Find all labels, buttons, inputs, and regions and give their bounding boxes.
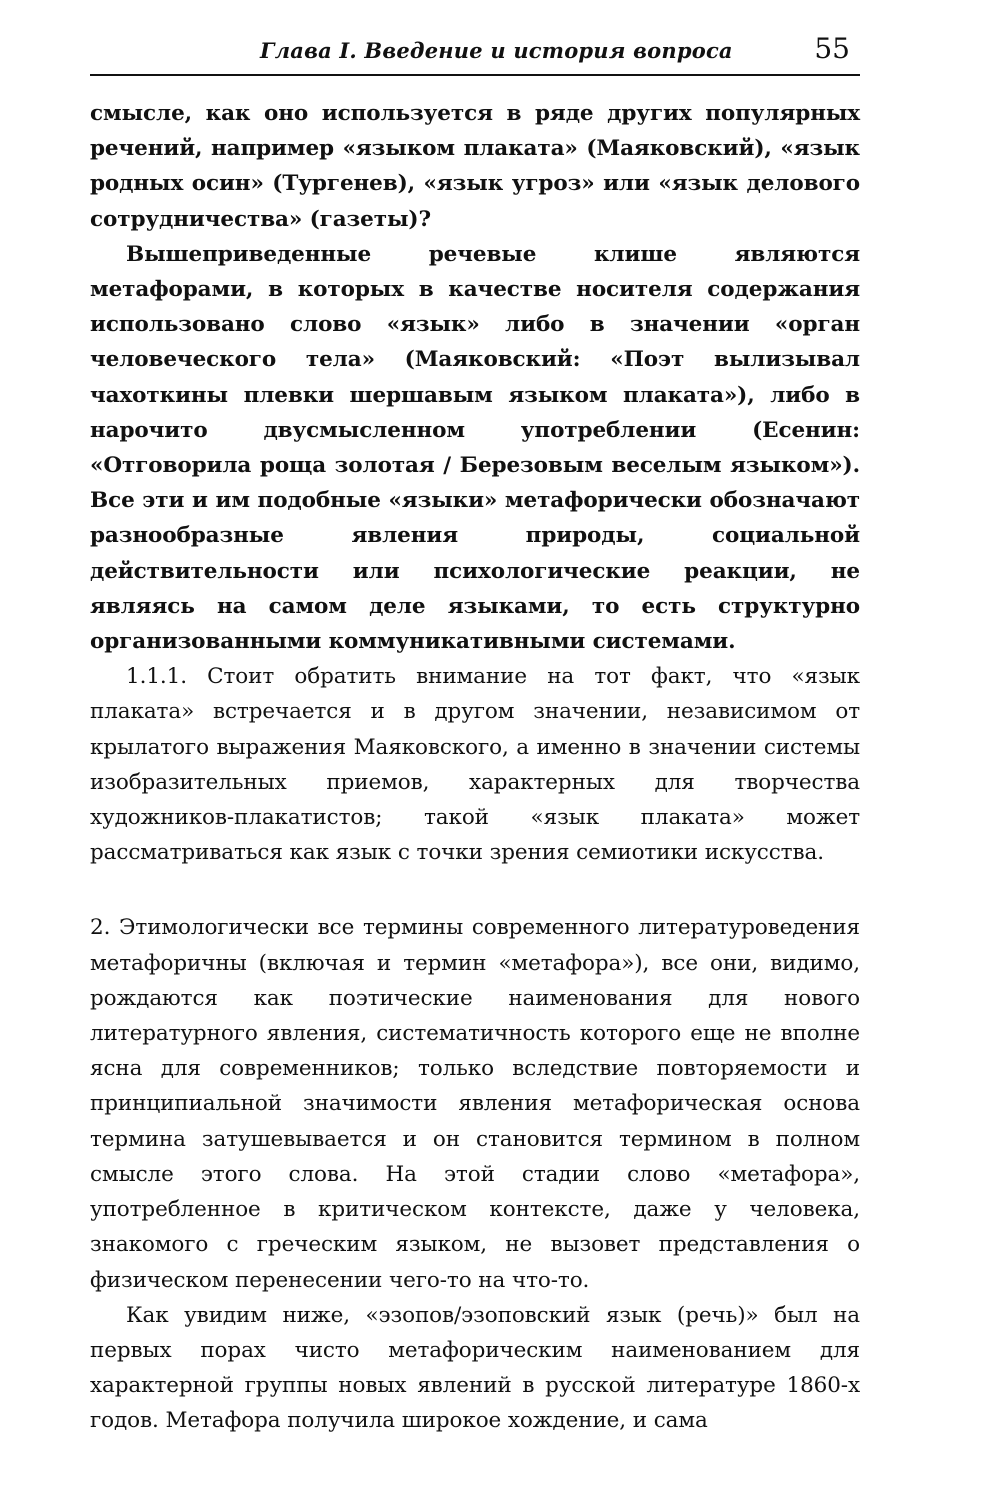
paragraph-1: смысле, как оно используется в ряде других популярных речений, например «языком плаката» (Маяковский), «язык родных осин» (Тургенев), «язык угроз» или «язык делового сотрудничества» (газеты)?: [90, 101, 860, 232]
book-page: [90, 28, 860, 1439]
page-number: 55: [814, 32, 850, 65]
paragraph-3: 1.1.1. Стоит обратить внимание на тот факт, что «язык плаката» встречается и в другом значении, независимом от крылатого выражения Маяковского, а именно в значении системы изобразительных приемов, характерных для творчества художников-плакатистов; такой «язык плаката» может рассматриваться как язык с точки зрения семиотики искусства.: [90, 664, 860, 866]
running-title: Глава I. Введение и история вопроса: [260, 38, 733, 63]
body-text: [90, 96, 860, 1439]
running-header: [90, 28, 860, 76]
paragraph-4: 2. Этимологически все термины современного литературоведения метафоричны (включая и термин «метафора»), все они, видимо, рождаются как поэтические наименования для нового литературного явления, систематичность которого еще не вполне ясна для современников; только вследствие повторяемости и принципиальной значимости явления метафорическая основа термина затушевывается и он становится термином в полном смысле этого слова. На этой стадии слово «метафора», употребленное в критическом контексте, даже у человека, знакомого с греческим языком, не вызовет представления о физическом перенесении чего-то на что-то.: [90, 915, 860, 1293]
paragraph-2: Вышеприведенные речевые клише являются метафорами, в которых в качестве носителя содержания использовано слово «язык» либо в значении «орган человеческого тела» (Маяковский: «Поэт вылизывал чахоткины плевки шершавым языком плаката»), либо в нарочито двусмысленном употреблении (Есенин: «Отговорила роща золотая / Березовым веселым языком»). Все эти и им подобные «языки» метафорически обозначают разнообразные явления природы, социальной действительности или психологические реакции, не являясь на самом деле языками, то есть структурно организованными коммуникативными системами.: [90, 241, 860, 655]
section-gap: [90, 870, 860, 910]
paragraph-5: Как увидим ниже, «эзопов/эзоповский язык (речь)» был на первых порах чисто метафорическим наименованием для характерной группы новых явлений в русской литературе 1860-х годов. Метафора получила широкое хождение, и сама: [90, 1302, 860, 1434]
